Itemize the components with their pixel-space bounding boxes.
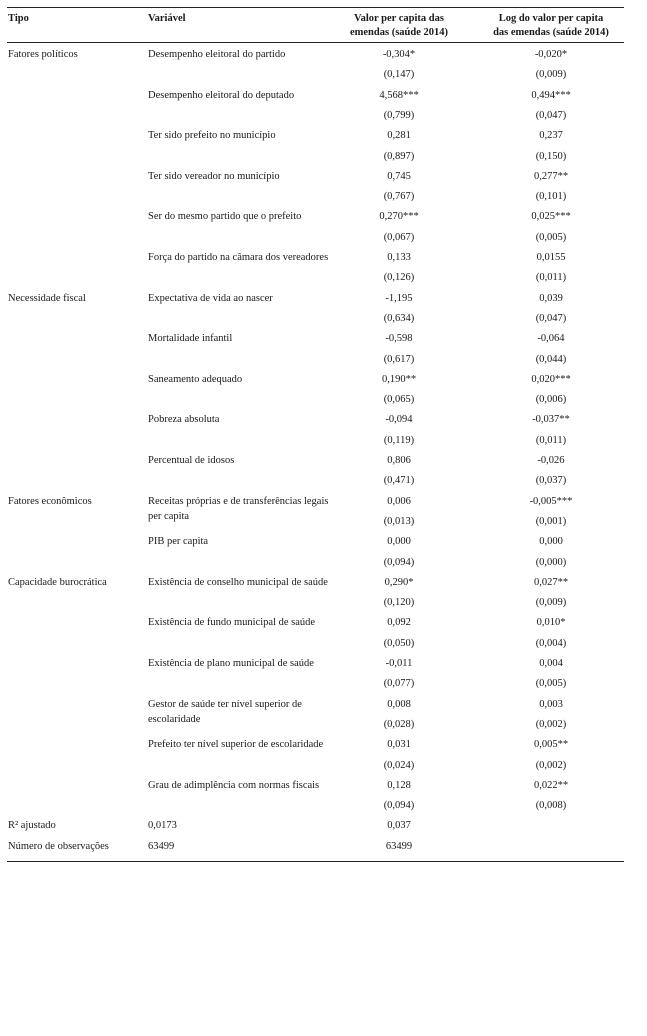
footer-col1: 0,037 bbox=[387, 820, 411, 832]
row-se-col2: (0,005) bbox=[535, 678, 567, 690]
row-variavel: Desempenho eleitoral do deputado bbox=[148, 89, 295, 101]
row-coef-col2: -0,005*** bbox=[529, 495, 573, 507]
row-tipo: Fatores econômicos bbox=[8, 495, 92, 507]
row-se-col1: (0,119) bbox=[383, 434, 415, 446]
row-se-col2: (0,008) bbox=[535, 800, 567, 812]
row-se-col1: (0,471) bbox=[383, 475, 415, 487]
row-se-col2: (0,005) bbox=[535, 231, 567, 243]
row-coef-col2: 0,003 bbox=[539, 698, 563, 710]
row-coef-col2: 0,005** bbox=[533, 739, 569, 751]
row-coef-col1: 0,000 bbox=[387, 536, 411, 548]
row-coef-col2: 0,004 bbox=[539, 658, 563, 669]
row-coef-col2: 0,020*** bbox=[531, 373, 571, 385]
header-col1-line1: Valor per capita das bbox=[354, 13, 444, 24]
row-variavel: Força do partido na câmara dos vereadores bbox=[148, 252, 329, 263]
row-coef-col2: 0,027** bbox=[533, 576, 569, 588]
row-variavel: Ter sido prefeito no município bbox=[148, 130, 276, 142]
row-coef-col2: 0,237 bbox=[539, 130, 563, 142]
row-se-col1: (0,767) bbox=[383, 191, 415, 203]
row-se-col1: (0,799) bbox=[383, 109, 415, 121]
header-col2-line1: Log do valor per capita bbox=[498, 13, 604, 24]
footer-col1: 63499 bbox=[385, 841, 413, 853]
row-se-col2: (0,150) bbox=[535, 150, 567, 162]
row-coef-col2: 0,277** bbox=[533, 170, 569, 182]
row-se-col2: (0,009) bbox=[535, 597, 567, 609]
row-se-col2: (0,101) bbox=[535, 191, 567, 203]
row-se-col1: (0,094) bbox=[383, 556, 415, 568]
row-se-col1: (0,120) bbox=[383, 597, 415, 609]
row-se-col1: (0,617) bbox=[383, 353, 415, 365]
row-coef-col1: -0,094 bbox=[385, 414, 413, 426]
row-coef-col2: -0,026 bbox=[537, 455, 565, 466]
row-coef-col1: -0,304* bbox=[382, 49, 416, 60]
row-tipo: Capacidade burocrática bbox=[8, 576, 107, 588]
header-col2-line2: das emendas (saúde 2014) bbox=[493, 27, 609, 38]
row-se-col2: (0,037) bbox=[535, 475, 567, 487]
row-variavel: Mortalidade infantil bbox=[148, 333, 233, 345]
row-se-col1: (0,050) bbox=[383, 637, 415, 649]
row-coef-col1: 0,270*** bbox=[379, 211, 419, 223]
row-se-col2: (0,000) bbox=[535, 556, 567, 568]
footer-value: 63499 bbox=[148, 841, 175, 853]
row-variavel: Receitas próprias e de transferências legais per capita bbox=[148, 495, 329, 523]
row-se-col2: (0,009) bbox=[535, 69, 567, 81]
row-coef-col1: 0,133 bbox=[387, 252, 411, 263]
row-coef-col1: 0,806 bbox=[387, 455, 411, 466]
row-se-col2: (0,002) bbox=[535, 718, 567, 730]
row-se-col2: (0,047) bbox=[535, 312, 567, 324]
footer-label: R² ajustado bbox=[8, 820, 56, 832]
row-se-col1: (0,067) bbox=[383, 231, 415, 243]
row-variavel: Saneamento adequado bbox=[148, 373, 243, 385]
row-coef-col2: -0,064 bbox=[537, 333, 565, 345]
header-rule bbox=[7, 42, 624, 43]
row-variavel: Desempenho eleitoral do partido bbox=[148, 49, 286, 60]
row-se-col2: (0,006) bbox=[535, 394, 567, 406]
header-tipo: Tipo bbox=[8, 13, 29, 24]
row-coef-col1: 0,008 bbox=[387, 698, 411, 710]
footer-value: 0,0173 bbox=[148, 820, 177, 832]
row-se-col1: (0,028) bbox=[383, 718, 415, 730]
row-variavel: Prefeito ter nível superior de escolaridade bbox=[148, 739, 324, 751]
row-coef-col2: 0,039 bbox=[539, 292, 563, 304]
row-se-col1: (0,897) bbox=[383, 150, 415, 162]
row-coef-col1: 0,290* bbox=[384, 576, 414, 588]
row-se-col2: (0,001) bbox=[535, 515, 567, 527]
row-coef-col1: 0,031 bbox=[387, 739, 411, 751]
row-coef-col1: 0,281 bbox=[387, 130, 411, 142]
row-se-col2: (0,002) bbox=[535, 759, 567, 771]
row-coef-col1: 0,092 bbox=[387, 617, 411, 629]
row-se-col1: (0,126) bbox=[383, 272, 415, 284]
row-coef-col2: -0,020* bbox=[534, 49, 568, 60]
row-variavel: Pobreza absoluta bbox=[148, 414, 220, 426]
row-coef-col1: -0,598 bbox=[385, 333, 413, 345]
row-se-col1: (0,065) bbox=[383, 394, 415, 406]
row-coef-col1: 0,006 bbox=[387, 495, 411, 507]
row-se-col2: (0,044) bbox=[535, 353, 567, 365]
row-variavel: PIB per capita bbox=[148, 536, 209, 548]
row-variavel: Ser do mesmo partido que o prefeito bbox=[148, 211, 302, 223]
row-variavel: Percentual de idosos bbox=[148, 455, 235, 466]
bottom-rule bbox=[7, 861, 624, 862]
row-variavel: Existência de conselho municipal de saúde bbox=[148, 576, 328, 588]
row-coef-col1: 0,128 bbox=[387, 779, 411, 791]
row-se-col1: (0,147) bbox=[383, 69, 415, 81]
row-coef-col1: 4,568*** bbox=[379, 89, 419, 101]
row-coef-col2: 0,010* bbox=[536, 617, 566, 629]
row-se-col1: (0,024) bbox=[383, 759, 415, 771]
row-coef-col2: 0,0155 bbox=[536, 252, 566, 263]
row-variavel: Gestor de saúde ter nível superior de escolaridade bbox=[148, 698, 302, 726]
row-coef-col2: 0,025*** bbox=[531, 211, 571, 223]
row-coef-col1: 0,190** bbox=[381, 373, 417, 385]
header-col1-line2: emendas (saúde 2014) bbox=[349, 27, 448, 38]
row-variavel: Grau de adimplência com normas fiscais bbox=[148, 779, 320, 791]
row-se-col2: (0,011) bbox=[535, 272, 567, 284]
row-coef-col2: 0,494*** bbox=[531, 89, 571, 101]
row-se-col1: (0,634) bbox=[383, 312, 415, 324]
row-se-col1: (0,077) bbox=[383, 678, 415, 690]
row-se-col2: (0,011) bbox=[535, 434, 567, 446]
row-coef-col2: 0,022** bbox=[533, 779, 569, 791]
header-variavel: Variável bbox=[148, 13, 186, 24]
row-variavel: Existência de fundo municipal de saúde bbox=[148, 617, 316, 629]
top-rule bbox=[7, 7, 624, 8]
row-se-col1: (0,013) bbox=[383, 515, 415, 527]
row-coef-col1: 0,745 bbox=[387, 170, 411, 182]
row-coef-col2: -0,037** bbox=[532, 414, 570, 426]
row-coef-col1: -0,011 bbox=[385, 658, 413, 669]
row-variavel: Existência de plano municipal de saúde bbox=[148, 658, 314, 669]
row-se-col2: (0,047) bbox=[535, 109, 567, 121]
row-se-col1: (0,094) bbox=[383, 800, 415, 812]
footer-label: Número de observações bbox=[8, 841, 109, 853]
row-coef-col1: -1,195 bbox=[385, 292, 413, 304]
row-se-col2: (0,004) bbox=[535, 637, 567, 649]
row-tipo: Fatores políticos bbox=[8, 49, 78, 60]
row-tipo: Necessidade fiscal bbox=[8, 292, 86, 304]
row-variavel: Ter sido vereador no município bbox=[148, 170, 280, 182]
row-variavel: Expectativa de vida ao nascer bbox=[148, 292, 273, 304]
row-coef-col2: 0,000 bbox=[539, 536, 563, 548]
